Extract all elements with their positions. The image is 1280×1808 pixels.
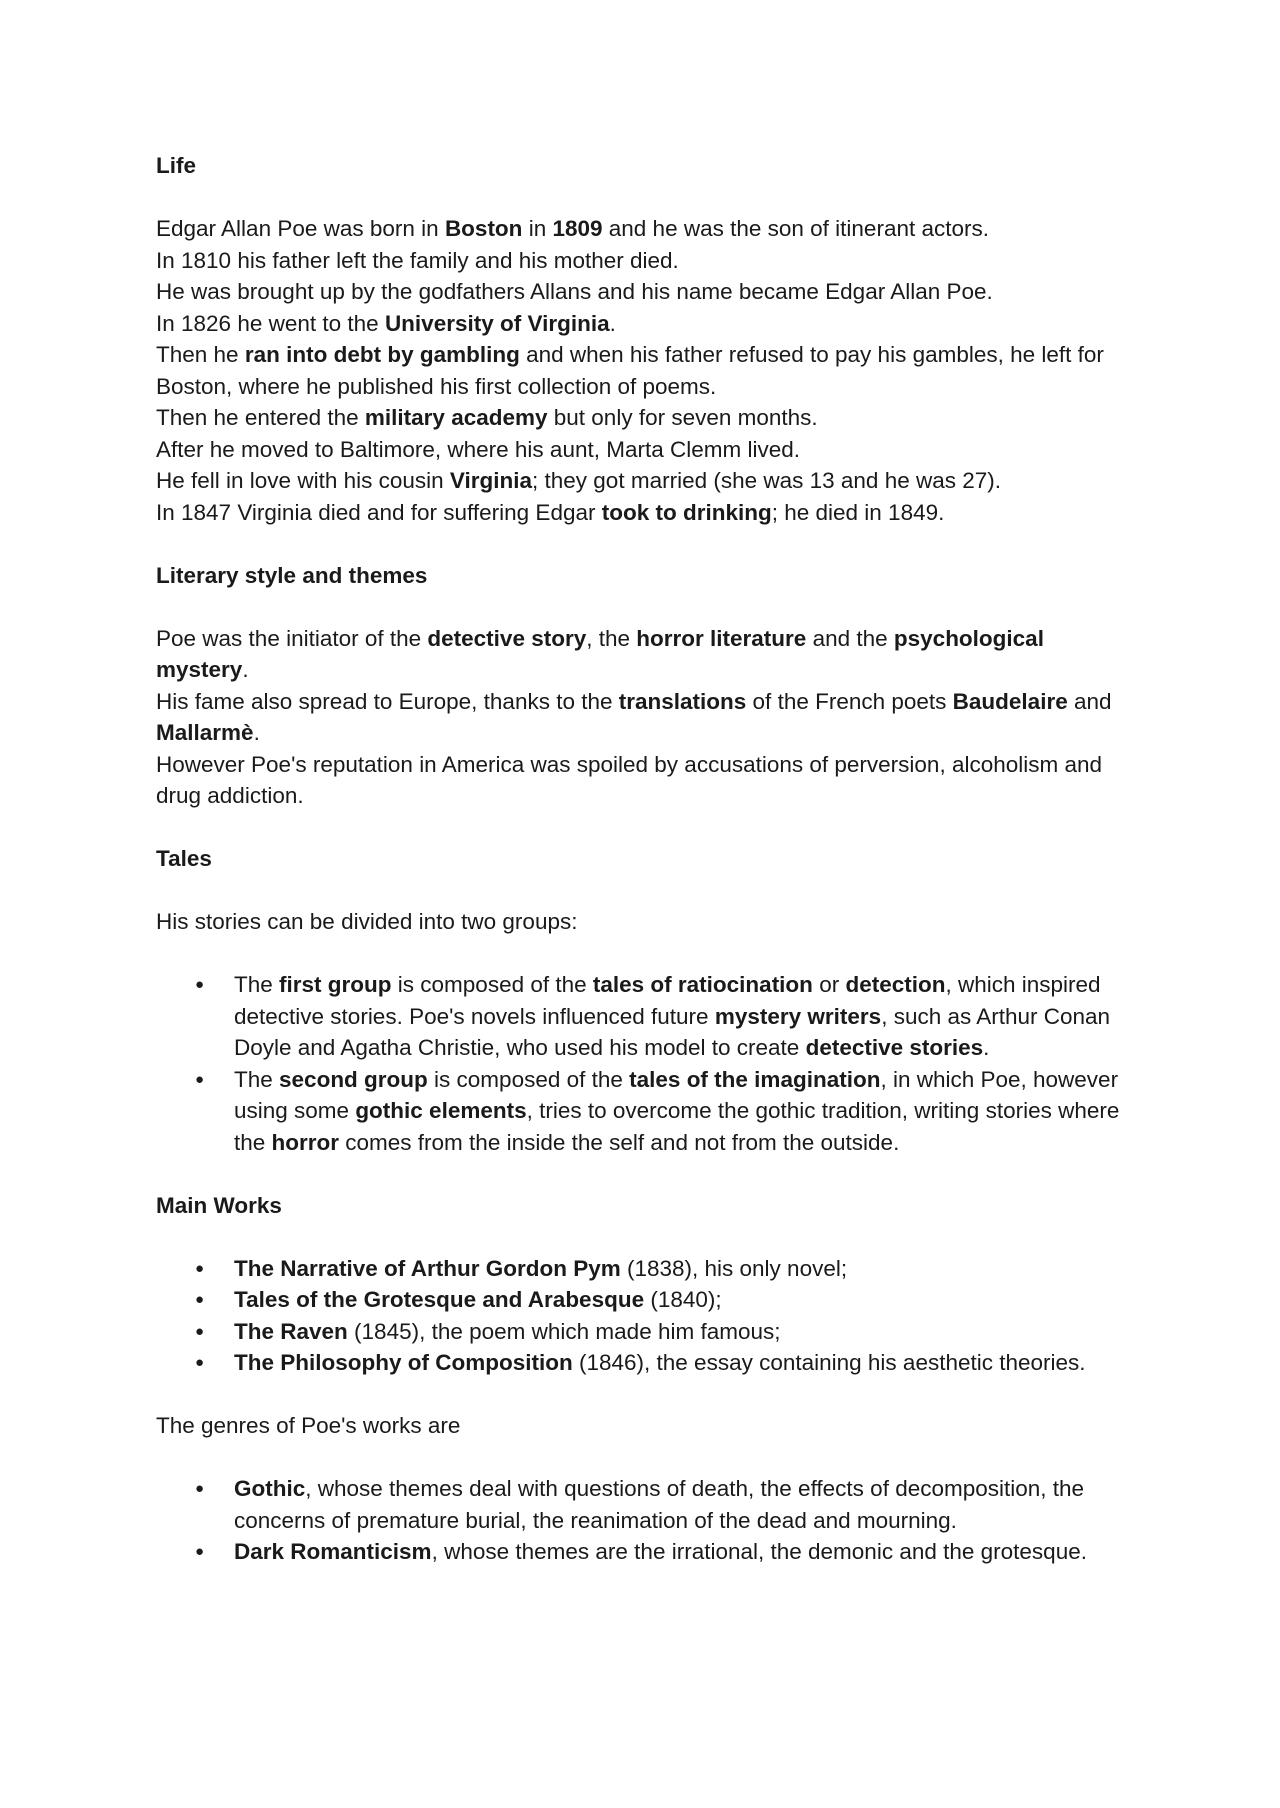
text-line — [156, 749, 1136, 812]
bold-text: first group — [279, 972, 392, 997]
bold-text: military academy — [364, 405, 548, 430]
bold-text: The Philosophy of Composition — [234, 1350, 573, 1375]
text-span: In 1810 his father left the family and his mother died. — [156, 247, 679, 273]
bold-text: translations — [618, 688, 747, 714]
text-span: , whose themes deal with questions of death, the effects of decomposition, the concerns of premature burial, the reanimation of the dead and mourning. — [234, 1476, 1085, 1533]
tales-intro: His stories can be divided into two groups: — [156, 909, 578, 934]
bold-text: Tales of the Grotesque and Arabesque — [234, 1287, 645, 1312]
text-line — [156, 402, 1136, 434]
text-span: , in which Poe, however using some — [234, 1066, 1119, 1123]
text-span: The — [234, 1066, 280, 1092]
text-span: After he moved to Baltimore, where his aunt, Marta Clemm lived. — [156, 436, 801, 462]
document-page — [156, 150, 1136, 1568]
bold-text: horror — [271, 1129, 340, 1155]
text-span: of the French poets — [746, 688, 953, 714]
text-span: and when his father refused to pay his gambles, he left for Boston, where he published his first collection of poems. — [156, 342, 1104, 399]
list-item — [156, 1064, 1136, 1159]
text-span: . — [242, 657, 249, 682]
text-span: In 1847 Virginia died and for suffering Edgar — [156, 499, 602, 525]
text-line — [156, 434, 1136, 466]
text-span: but only for seven months. — [547, 405, 818, 430]
list-item — [156, 969, 1136, 1064]
list-item — [156, 1473, 1136, 1536]
life-heading: Life — [156, 153, 197, 178]
bold-text: detection — [845, 972, 946, 997]
bold-text: Mallarmè — [156, 720, 254, 745]
style-heading: Literary style and themes — [156, 562, 428, 588]
genres-intro: The genres of Poe's works are — [156, 1413, 461, 1438]
bold-text: horror literature — [636, 625, 807, 651]
bold-text: Baudelaire — [952, 688, 1068, 714]
bold-text: detective stories — [805, 1035, 984, 1060]
bold-text: second group — [279, 1066, 428, 1092]
text-span: ; they got married (she was 13 and he was 27). — [532, 468, 1002, 493]
text-line — [156, 465, 1136, 497]
text-line — [156, 276, 1136, 308]
text-span: , the — [586, 625, 637, 651]
text-span: , such as Arthur Conan Doyle and Agatha Christie, who used his model to create — [234, 1003, 1111, 1060]
list-item — [156, 1316, 1136, 1348]
text-span: Poe was the initiator of the — [156, 625, 428, 651]
text-line — [156, 339, 1136, 402]
tales-list — [156, 969, 1136, 1158]
bold-text: The Raven — [234, 1318, 348, 1344]
list-item — [156, 1253, 1136, 1285]
bold-text: Dark Romanticism — [234, 1539, 432, 1564]
text-span: , which inspired detective stories. Poe's novels influenced future — [234, 972, 1101, 1029]
life-paragraph — [156, 213, 1136, 528]
text-span: . — [609, 310, 616, 336]
text-line — [156, 308, 1136, 340]
text-span: His fame also spread to Europe, thanks to the — [156, 688, 619, 714]
text-span: Edgar Allan Poe was born in — [156, 216, 445, 241]
text-span: . — [983, 1035, 990, 1060]
text-span: He was brought up by the godfathers Allans and his name became Edgar Allan Poe. — [156, 279, 993, 304]
text-span: and he was the son of itinerant actors. — [602, 216, 989, 241]
bold-text: tales of ratiocination — [592, 972, 813, 997]
bold-text: 1809 — [552, 216, 603, 241]
genres-list — [156, 1473, 1136, 1568]
text-span: The — [234, 972, 280, 997]
bold-text: mystery writers — [714, 1003, 882, 1029]
text-span: (1838), his only novel; — [620, 1255, 848, 1281]
text-span: comes from the inside the self and not from the outside. — [339, 1129, 900, 1155]
text-span: in — [522, 216, 553, 241]
works-list — [156, 1253, 1136, 1379]
text-span: is composed of the — [427, 1066, 630, 1092]
text-span: is composed of the — [391, 972, 593, 997]
text-span: (1840); — [644, 1287, 722, 1312]
text-line — [156, 497, 1136, 529]
text-line — [156, 623, 1136, 686]
bold-text: gothic elements — [355, 1098, 527, 1123]
tales-heading: Tales — [156, 846, 212, 871]
list-item — [156, 1284, 1136, 1316]
bold-text: Boston — [444, 216, 523, 241]
list-item — [156, 1536, 1136, 1568]
bold-text: tales of the imagination — [629, 1066, 881, 1092]
text-span: Then he entered the — [156, 405, 365, 430]
bold-text: Gothic — [234, 1476, 306, 1501]
list-item — [156, 1347, 1136, 1379]
text-span: He fell in love with his cousin — [156, 468, 450, 493]
bold-text: psychological mystery — [156, 625, 1044, 682]
bold-text: The Narrative of Arthur Gordon Pym — [234, 1255, 621, 1281]
bold-text: detective story — [427, 625, 587, 651]
bold-text: ran into debt by gambling — [244, 342, 520, 367]
bold-text: took to drinking — [601, 499, 772, 525]
text-line — [156, 245, 1136, 277]
text-span: , tries to overcome the gothic tradition, writing stories where the — [234, 1098, 1120, 1155]
style-paragraph — [156, 623, 1136, 812]
text-span: In 1826 he went to the — [156, 310, 385, 336]
text-line — [156, 213, 1136, 245]
text-span: , whose themes are the irrational, the demonic and the grotesque. — [431, 1539, 1087, 1564]
text-span: Then he — [156, 342, 245, 367]
text-line — [156, 686, 1136, 749]
text-span: (1846), the essay containing his aesthetic theories. — [572, 1350, 1086, 1375]
text-span: However Poe's reputation in America was spoiled by accusations of perversion, alcoholism and drug addiction. — [156, 751, 1103, 808]
text-span: and — [1067, 688, 1112, 714]
text-span: and the — [806, 625, 894, 651]
bold-text: Virginia — [449, 468, 533, 493]
bold-text: University of Virginia — [384, 310, 610, 336]
text-span: . — [253, 720, 260, 745]
text-span: ; he died in 1849. — [771, 499, 945, 525]
text-span: or — [812, 972, 846, 997]
text-span: (1845), the poem which made him famous; — [347, 1318, 781, 1344]
works-heading: Main Works — [156, 1192, 282, 1218]
